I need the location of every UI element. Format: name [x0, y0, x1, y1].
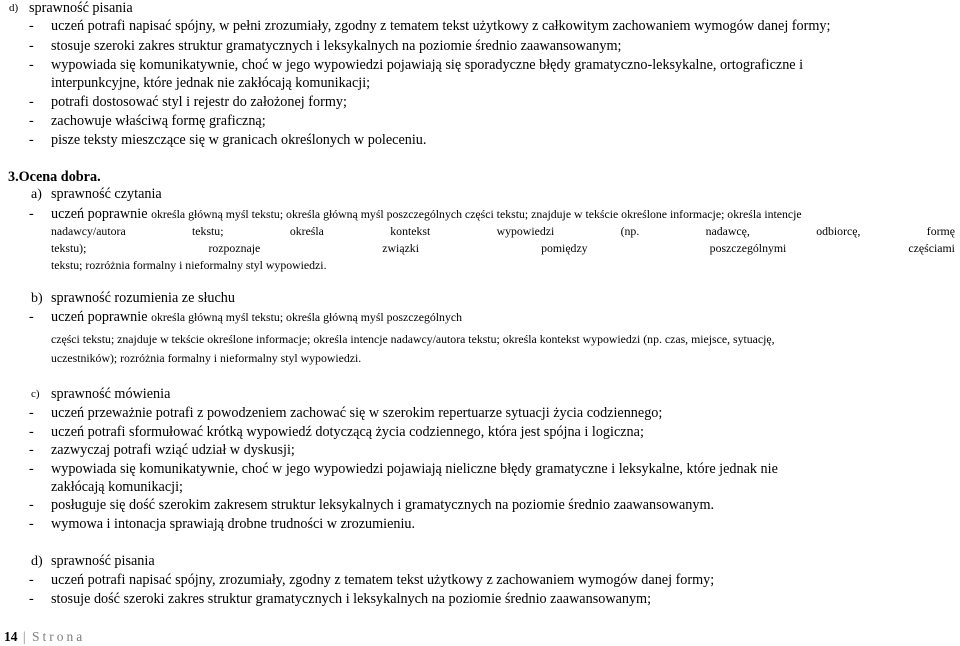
section-marker: d) — [9, 2, 19, 14]
section-marker: a) — [31, 187, 42, 202]
section-heading: sprawność pisania — [29, 0, 133, 16]
grade-heading: 3.Ocena dobra. — [8, 169, 101, 185]
footer-separator: | — [22, 629, 26, 644]
section-heading: sprawność czytania — [51, 186, 162, 202]
section-marker: c) — [31, 388, 40, 400]
section-heading: sprawność pisania — [51, 553, 155, 569]
section-heading: sprawność rozumienia ze słuchu — [51, 290, 235, 306]
page-footer — [4, 629, 85, 645]
section-marker: b) — [31, 291, 43, 306]
section-heading: sprawność mówienia — [51, 386, 171, 402]
document-page: d) sprawność pisania - uczeń potrafi napisać spójny, w pełni zrozumiały, zgodny z tematem tekst użytkowy z całkowitym zachowaniem wymogów danej formy; - stosuje szeroki zakres struktur gramatycznych i leksykalnych na poziomie średnio zaawansowanym; - wypowiada się komunikatywnie, choć w jego wypowiedzi pojawiają się sporadyczne błędy gramatyczno-leksykalne, ortograficzne i interpunkcyjne, które jednak nie zakłócają komunikacji; - potrafi dostosować styl i rejestr do założonej formy; - zachowuje właściwą formę graficzną; - pisze teksty mieszczące się w granicach określonych w poleceniu. 3.Ocena dobra. a) sprawność czytania - uczeń poprawnie określa główną myśl tekstu; określa główną myśl poszczególnych części tekstu; znajduje w tekście określone informacje; określa intencje nadawcy/autora tekstu; określa kontekst wypowiedzi (np. nadawcę, odbiorcę, formę tekstu); rozpoznaje związki pomiędzy poszczególnymi częściami tekstu; rozróżnia formalny i nieformalny styl wypowiedzi. b) sprawność rozumienia ze słuchu - uczeń poprawnie określa główną myśl tekstu; określa główną myśl poszczególnych części tekstu; znajduje w tekście określone informacje; określa intencje nadawcy/autora tekstu; określa kontekst wypowiedzi (np. czas, miejsce, sytuację, uczestników); rozróżnia formalny i nieformalny styl wypowiedzi. c) sprawność mówienia - uczeń przeważnie potrafi z powodzeniem zachować się w szerokim repertuarze sytuacji życia codziennego; - uczeń potrafi sformułować krótką wypowiedź dotyczącą życia codziennego, która jest spójna i logiczna; - zazwyczaj potrafi wziąć udział w dyskusji; - wypowiada się komunikatywnie, choć w jego wypowiedzi pojawiają nieliczne błędy gramatyczne i leksykalne, które jednak nie zakłócają komunikacji; - posługuje się dość szerokim zakresem struktur leksykalnych i gramatycznych na poziomie średnio zaawansowanym. - wymowa i intonacja sprawiają drobne trudności w zrozumieniu. d) sprawność pisania - uczeń potrafi napisać spójny, zrozumiały, zgodny z tematem tekst użytkowy z zachowaniem wymogów danej formy; - stosuje dość szeroki zakres struktur gramatycznych i leksykalnych na poziomie średnio zaawansowanym; 14 | Strona — [4, 0, 955, 644]
section-marker: d) — [31, 554, 43, 569]
page-number: 14 — [4, 629, 18, 644]
footer-label: Strona — [31, 629, 86, 644]
